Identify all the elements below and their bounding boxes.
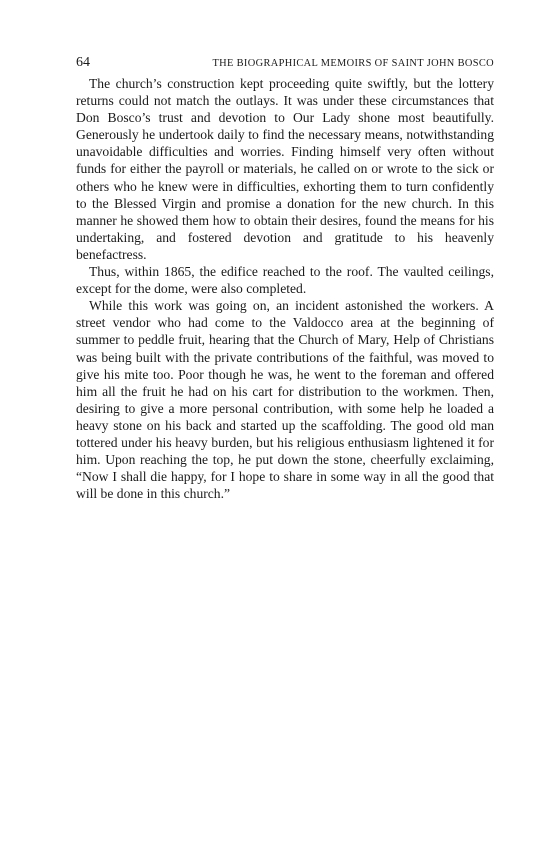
paragraph: The church’s construction kept proceeding quite swiftly, but the lottery returns could not match the outlays. It was under these circumstances that Don Bosco’s trust and devotion to Our Lady shone most beautifully. Generously he undertook daily to find the necessary means, notwithstanding unavoidable difficulties and worries. Finding himself very often without funds for either the payroll or materials, he called on or wrote to the sick or others who he knew were in difficulties, exhorting them to turn confidently to the Blessed Virgin and promise a donation for the new church. In this manner he showed them how to obtain their desires, found the means for his undertaking, and fostered devotion and gratitude to his heavenly benefactress. — [76, 76, 494, 262]
running-head — [76, 55, 494, 75]
running-head-title: THE BIOGRAPHICAL MEMOIRS OF SAINT JOHN BOSCO — [212, 58, 494, 69]
paragraph: While this work was going on, an incident astonished the workers. A street vendor who had come to the Valdocco area at the beginning of summer to peddle fruit, hearing that the Church of Mary, Help of Christians was being built with the private contributions of the faithful, was moved to give his mite too. Poor though he was, he went to the foreman and offered him all the fruit he had on his cart for distribution to the workmen. Then, desiring to give a more personal contribution, with some help he loaded a heavy stone on his back and started up the scaffolding. The good old man tottered under his heavy burden, but his religious enthusiasm lightened it for him. Upon reaching the top, he put down the stone, cheerfully exclaiming, “Now I shall die happy, for I hope to share in some way in all the good that will be done in this church.” — [76, 298, 494, 502]
paragraph: Thus, within 1865, the edifice reached to the roof. The vaulted ceilings, except for the dome, were also completed. — [76, 264, 494, 297]
body-text — [76, 75, 494, 502]
page-number: 64 — [76, 55, 90, 70]
book-page — [76, 55, 494, 502]
